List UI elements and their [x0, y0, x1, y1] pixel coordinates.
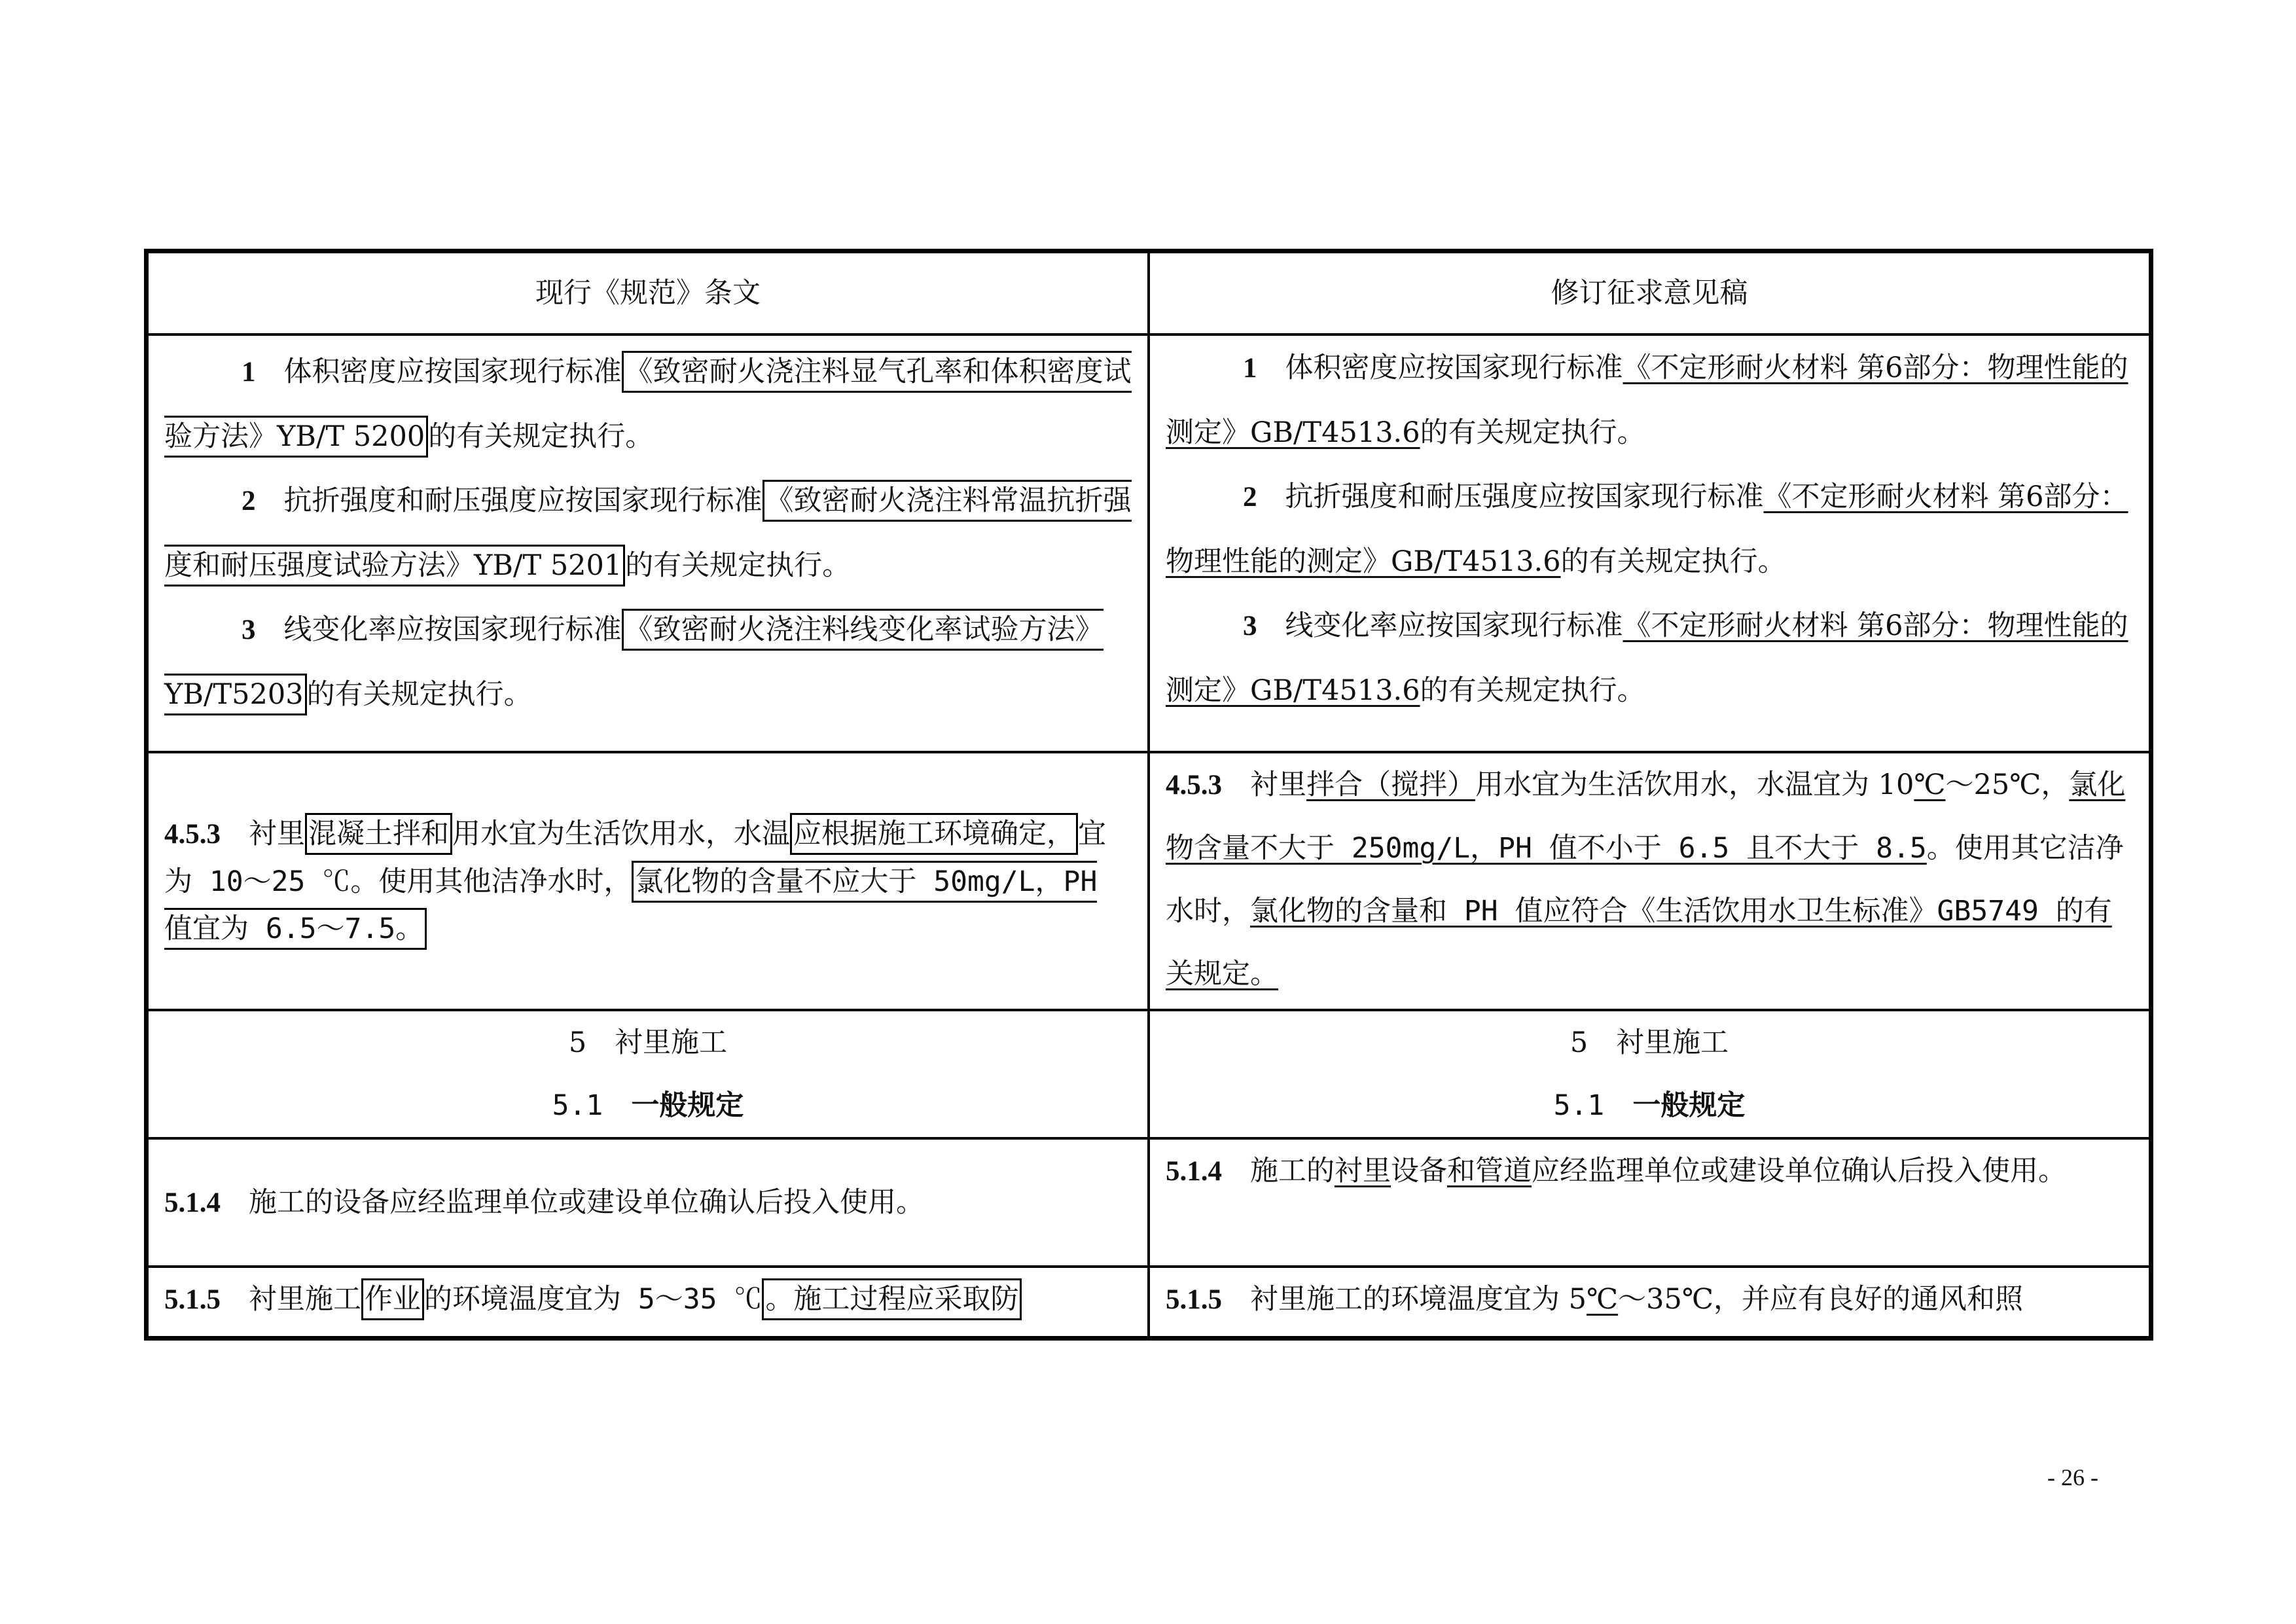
item-number: 3: [1243, 611, 1257, 641]
clause-number: 4.5.3: [1166, 770, 1222, 801]
boxed-text: 《致密耐火浇注料显气孔率和体积密度试验方法》YB/T 5200: [164, 351, 1132, 458]
underlined-text: 和管道: [1447, 1155, 1532, 1187]
header-current-clause: 现行《规范》条文: [147, 251, 1149, 335]
boxed-text: 。施工过程应采取防: [762, 1278, 1022, 1320]
clause-text: ～25℃，: [1945, 768, 2070, 801]
comparison-table: [144, 249, 2153, 1341]
clause-number: 5.1.5: [164, 1284, 221, 1315]
underlined-text: 氯化物的含量和 PH 值应符合《生活饮用水卫生标准》GB5749 的有关规定。: [1166, 895, 2112, 990]
right-5-1-4-cell: [1149, 1138, 2151, 1267]
left-test-methods-cell: [147, 334, 1149, 752]
item-tail: 的有关规定执行。: [625, 549, 851, 582]
section-number: 5.1: [552, 1089, 603, 1122]
row-4-5-3: [147, 752, 2151, 1010]
right-item-3: [1166, 594, 2133, 723]
left-clause-5-1-5: [164, 1268, 1132, 1331]
page-number: - 26 -: [2047, 1464, 2098, 1490]
left-5-1-5-cell: [147, 1267, 1149, 1339]
item-text: 线变化率应按国家现行标准: [1285, 609, 1623, 642]
right-chapter-cell: [1149, 1010, 2151, 1138]
item-text: 线变化率应按国家现行标准: [283, 613, 622, 646]
right-test-methods-cell: [1149, 334, 2151, 752]
item-number: 3: [242, 615, 256, 645]
right-clause-5-1-4: [1166, 1140, 2133, 1203]
right-clause-5-1-5: [1166, 1268, 2133, 1331]
clause-text: 衬里: [1250, 768, 1306, 801]
clause-text: 。使用其它洁净水时，: [1166, 832, 2124, 928]
chapter-title: 5 衬里施工: [1570, 1026, 1729, 1059]
left-chapter-cell: [147, 1010, 1149, 1138]
clause-text: 施工的设备应经监理单位或建设单位确认后投入使用。: [249, 1185, 924, 1219]
clause-text: 用水宜为生活饮用水，水温宜为 10: [1475, 768, 1914, 801]
clause-text: ～35℃，并应有良好的通风和照: [1618, 1283, 2023, 1316]
section-heading: [1166, 1074, 2133, 1137]
underlined-text: 《不定形耐火材料 第6部分：物理性能的测定》GB/T4513.6: [1166, 352, 2128, 449]
clause-text: 施工的: [1250, 1155, 1335, 1187]
item-number: 1: [1243, 353, 1257, 384]
underlined-text: 《不定形耐火材料 第6部分：物理性能的测定》GB/T4513.6: [1166, 609, 2128, 707]
right-item-2: [1166, 465, 2133, 594]
section-heading: [164, 1074, 1132, 1137]
clause-text: 宜为 10～25 ℃。使用其他洁净水时，: [164, 817, 1106, 898]
item-tail: 的有关规定执行。: [1560, 545, 1786, 578]
underlined-text: 拌合（搅拌）: [1306, 768, 1475, 801]
underlined-text: 衬里: [1335, 1155, 1391, 1187]
clause-number: 5.1.4: [164, 1187, 221, 1218]
clause-text: 衬里施工: [249, 1283, 361, 1316]
left-item-1: [164, 340, 1132, 469]
underlined-text: ℃: [1914, 768, 1946, 801]
item-tail: 的有关规定执行。: [1420, 416, 1645, 449]
header-row: [147, 251, 2151, 335]
boxed-text: 氯化物的含量不应大于 50mg/L，PH 值宜为 6.5～7.5。: [164, 861, 1097, 950]
item-number: 2: [242, 486, 256, 516]
item-number: 2: [1243, 482, 1257, 513]
boxed-text: 作业: [361, 1278, 424, 1320]
underlined-text: 氯化物含量不大于 250mg/L，PH 值不小于 6.5 且不大于 8.5: [1166, 768, 2126, 865]
row-test-methods: [147, 334, 2151, 752]
item-tail: 的有关规定执行。: [1420, 674, 1645, 707]
item-text: 体积密度应按国家现行标准: [1285, 352, 1623, 384]
item-tail: 的有关规定执行。: [306, 678, 532, 711]
clause-text: 衬里: [249, 817, 305, 850]
left-item-2: [164, 469, 1132, 598]
left-item-3: [164, 598, 1132, 727]
clause-number: 5.1.5: [1166, 1284, 1222, 1315]
boxed-text: 《致密耐火浇注料线变化率试验方法》YB/T5203: [164, 609, 1103, 715]
item-number: 1: [242, 357, 256, 388]
right-4-5-3-cell: [1149, 752, 2151, 1010]
clause-text: 应经监理单位或建设单位确认后投入使用。: [1532, 1155, 2066, 1187]
left-clause-5-1-4: [164, 1170, 1132, 1235]
row-5-1-5: [147, 1267, 2151, 1339]
row-5-1-4: [147, 1138, 2151, 1267]
underlined-text: 《不定形耐火材料 第6部分：物理性能的测定》GB/T4513.6: [1166, 480, 2128, 578]
boxed-text: 《致密耐火浇注料常温抗折强度和耐压强度试验方法》YB/T 5201: [164, 480, 1132, 586]
right-item-1: [1166, 336, 2133, 465]
clause-text: 衬里施工的环境温度宜为 5: [1250, 1283, 1587, 1316]
left-5-1-4-cell: [147, 1138, 1149, 1267]
clause-text: 设备: [1391, 1155, 1447, 1187]
left-clause-4-5-3: [164, 810, 1132, 952]
header-revision-draft: 修订征求意见稿: [1149, 251, 2151, 335]
item-tail: 的有关规定执行。: [428, 420, 654, 453]
item-text: 抗折强度和耐压强度应按国家现行标准: [283, 484, 762, 517]
clause-number: 5.1.4: [1166, 1156, 1222, 1187]
clause-number: 4.5.3: [164, 818, 221, 850]
boxed-text: 混凝土拌和: [305, 813, 452, 855]
clause-text: 的环境温度宜为 5～35 ℃: [424, 1283, 762, 1316]
chapter-title: 5 衬里施工: [568, 1026, 728, 1059]
item-text: 抗折强度和耐压强度应按国家现行标准: [1285, 480, 1764, 513]
section-number: 5.1: [1553, 1089, 1605, 1122]
right-5-1-5-cell: [1149, 1267, 2151, 1339]
section-title: 一般规定: [631, 1089, 744, 1122]
item-text: 体积密度应按国家现行标准: [283, 355, 622, 388]
section-title: 一般规定: [1632, 1089, 1746, 1122]
row-chapter-5: [147, 1010, 2151, 1138]
underlined-text: ℃: [1587, 1283, 1619, 1316]
right-clause-4-5-3: [1166, 753, 2133, 1005]
boxed-text: 应根据施工环境确定，: [790, 813, 1078, 855]
left-4-5-3-cell: [147, 752, 1149, 1010]
clause-text: 用水宜为生活饮用水，水温: [452, 817, 790, 850]
